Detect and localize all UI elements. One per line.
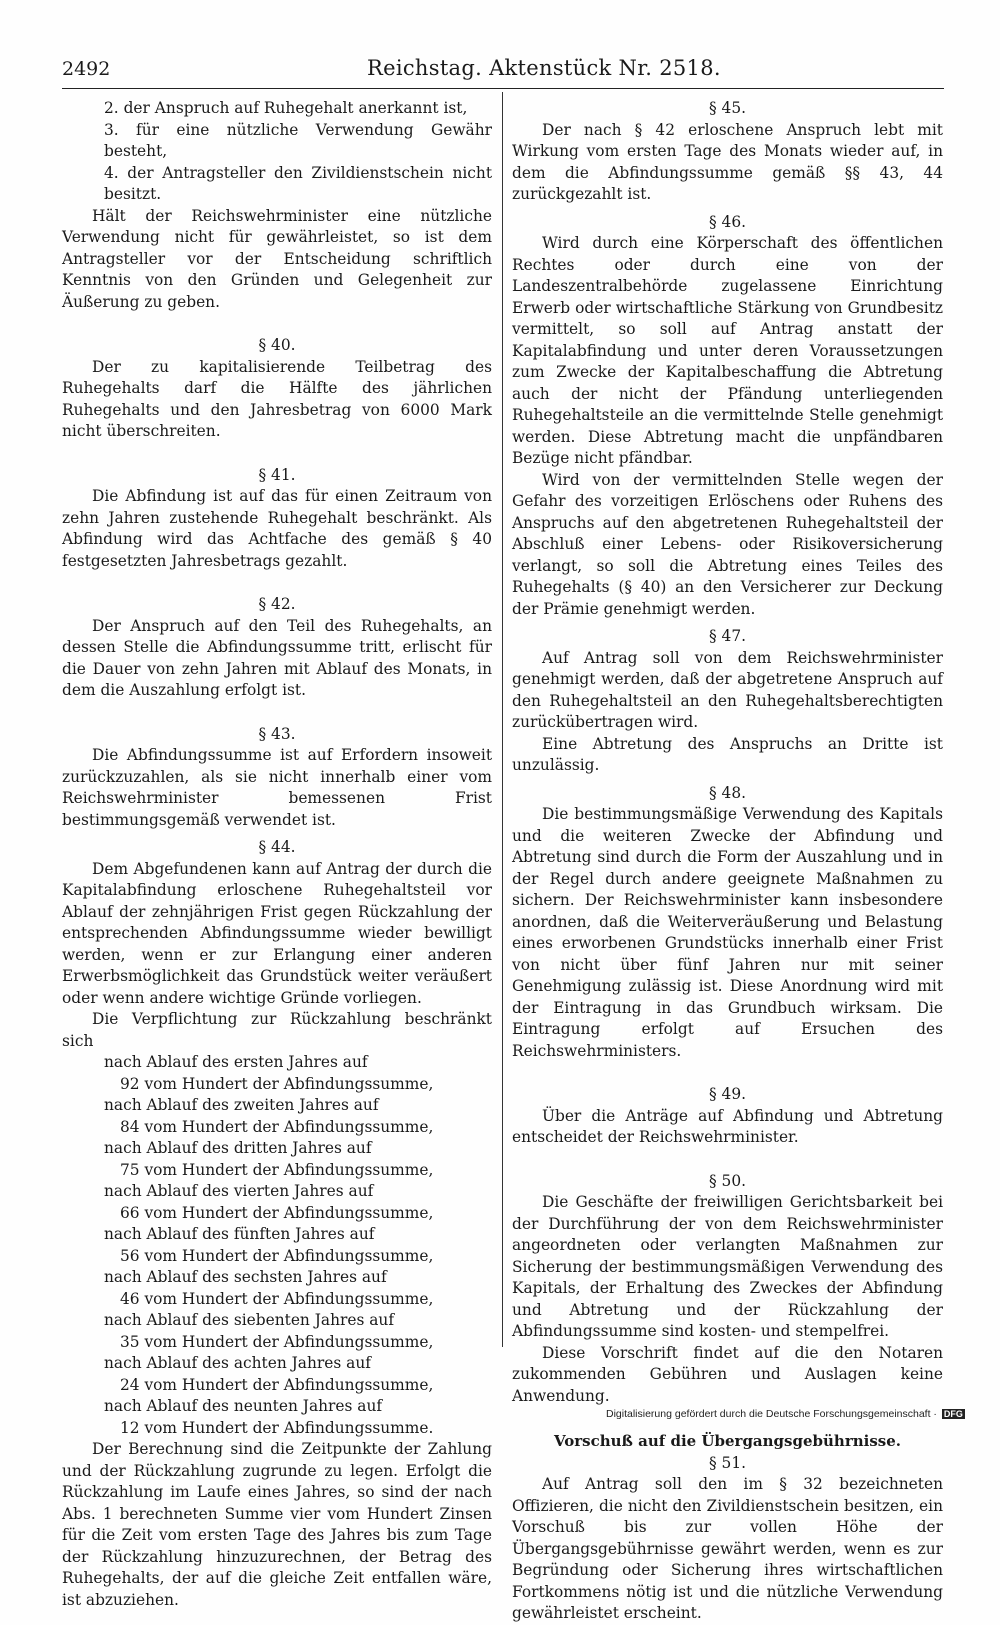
section-47-text: Auf Antrag soll von dem Reichswehrminister genehmigt werden, daß der abgetretene Anspruch auf den Ruhegehaltsteil an den Ruhegehaltsberechtigten zurückübertragen wird. xyxy=(512,648,943,731)
repayment-period: nach Ablauf des dritten Jahres auf xyxy=(104,1139,372,1157)
section-41-text: Die Abfindung ist auf das für einen Zeitraum von zehn Jahren zustehende Ruhegehalt beschränkt. Als Abfindung wird das Achtfache des gemäß § 40 festgesetzten Jahresbetrags gezahlt. xyxy=(62,487,492,570)
repayment-period: nach Ablauf des vierten Jahres auf xyxy=(104,1182,374,1200)
section-43-text: Die Abfindungssumme ist auf Erfordern insoweit zurückzuzahlen, als sie nicht innerhalb einer vom Reichswehrminister bemessenen Frist bestimmungsgemäß verwendet ist. xyxy=(62,746,492,829)
repayment-percent: 75 vom Hundert der Abfindungssumme, xyxy=(120,1160,434,1179)
section-50-text: Diese Vorschrift findet auf die den Notaren zukommenden Gebühren und Auslagen keine Anwendung. xyxy=(512,1343,943,1405)
repayment-percent: 56 vom Hundert der Abfindungssumme, xyxy=(120,1246,434,1265)
section-50-text: Die Geschäfte der freiwilligen Gerichtsbarkeit bei der Durchführung der von dem Reichswehrminister angeordneten oder verlangten Maßnahmen zur Sicherung der bestimmungsmäßigen Verwendung des Kapitals, der Erhaltung des Zweckes der Abfindung und Abtretung und der Rückzahlung der Abfindungssumme sind kosten- und stempelfrei. xyxy=(512,1193,943,1340)
section-44-text: Die Verpflichtung zur Rückzahlung beschränkt sich xyxy=(62,1010,492,1050)
page-header xyxy=(62,58,942,86)
repayment-percent: 46 vom Hundert der Abfindungssumme, xyxy=(120,1289,434,1308)
section-48-text: Die bestimmungsmäßige Verwendung des Kapitals und die weiteren Zwecke der Abfindung und Abtretung sind durch die Form der Auszahlung und in der Regel durch andere geeignete Maßnahmen zu sichern. Der Reichswehrminister kann insbesondere anordnen, daß die Weiterveräußerung und Belastung eines erworbenen Grundstücks innerhalb einer Frist von nicht über fünf Jahren nur mit seiner Genehmigung zulässig ist. Diese Anordnung wird mit der Eintragung in das Grundbuch wirksam. Die Eintragung erfolgt auf Ersuchen des Reichswehrministers. xyxy=(512,805,943,1060)
paragraph: Hält der Reichswehrminister eine nützliche Verwendung nicht für gewährleistet, so ist dem Antragsteller vor der Entscheidung schriftlich Kenntnis von den Gründen und Gelegenheit zur Äußerung zu geben. xyxy=(62,206,492,311)
section-heading-43: § 43. xyxy=(258,724,296,743)
section-heading-50: § 50. xyxy=(708,1171,747,1190)
repayment-percent: 66 vom Hundert der Abfindungssumme, xyxy=(120,1203,434,1222)
repayment-percent: 12 vom Hundert der Abfindungssumme. xyxy=(120,1418,434,1437)
list-item: 2. der Anspruch auf Ruhegehalt anerkannt ist, xyxy=(104,99,468,117)
section-46-text: Wird von der vermittelnden Stelle wegen der Gefahr des vorzeitigen Erlöschens oder Ruhens des Anspruchs auf den abgetretenen Ruhegehaltsteil der Abschluß einer Lebens- oder Risikoversicherung verlangt, so soll die Abtretung eines Teiles des Ruhegehalts (§ 40) an den Versicherer zur Deckung der Prämie genehmigt werden. xyxy=(512,470,943,618)
section-heading-40: § 40. xyxy=(258,336,296,354)
section-heading-51: § 51. xyxy=(708,1453,747,1472)
repayment-schedule xyxy=(62,1052,492,1439)
section-44-text: Der Berechnung sind die Zeitpunkte der Zahlung und der Rückzahlung zugrunde zu legen. Erfolgt die Rückzahlung im Laufe eines Jahres, so sind der nach Abs. 1 berechneten Summe vier vom Hundert Zinsen für die Zeit vom ersten Tage des Jahres bis zum Tage der Rückzahlung hinzuzurechnen, der Betrag des Ruhegehalts, der auf die gleiche Zeit entfallen wäre, ist abzuziehen. xyxy=(62,1440,492,1609)
section-51-text: Auf Antrag soll den im § 32 bezeichneten Offizieren, die nicht den Zivildienstschein besitzen, ein Vorschuß bis zur vollen Höhe der Übergangsgebührnisse gewährt werden, wenn es zur Begründung oder Sicherung ihres wirtschaftlichen Fortkommens nötig ist und die nützliche Verwendung gewährleistet erscheint. xyxy=(512,1475,943,1622)
column-divider xyxy=(502,92,503,1347)
repayment-percent: 24 vom Hundert der Abfindungssumme, xyxy=(120,1375,434,1394)
left-column xyxy=(62,98,492,1611)
page-title: Reichstag. Aktenstück Nr. 2518. xyxy=(367,56,721,80)
repayment-period: nach Ablauf des achten Jahres auf xyxy=(104,1354,371,1372)
right-column xyxy=(512,98,943,1625)
header-rule xyxy=(62,88,944,89)
repayment-period: nach Ablauf des sechsten Jahres auf xyxy=(104,1268,387,1286)
section-heading-46: § 46. xyxy=(708,212,747,231)
section-45-text: Der nach § 42 erloschene Anspruch lebt mit Wirkung vom ersten Tage des Monats wieder auf, in dem die Abfindungssumme gemäß §§ 43, 44 zurückgezahlt ist. xyxy=(512,120,943,203)
section-47-text: Eine Abtretung des Anspruchs an Dritte ist unzulässig. xyxy=(512,734,943,774)
footer-credit xyxy=(606,1408,965,1420)
section-40-text: Der zu kapitalisierende Teilbetrag des Ruhegehalts darf die Hälfte des jährlichen Ruhegehalts und den Jahresbetrag von 6000 Mark nicht überschreiten. xyxy=(62,357,492,440)
section-heading-47: § 47. xyxy=(708,627,747,645)
repayment-period: nach Ablauf des neunten Jahres auf xyxy=(104,1397,383,1415)
repayment-period: nach Ablauf des fünften Jahres auf xyxy=(104,1225,375,1243)
page-number: 2492 xyxy=(62,58,111,80)
section-heading-42: § 42. xyxy=(258,595,296,613)
section-heading-44: § 44. xyxy=(258,838,296,856)
section-heading-45: § 45. xyxy=(708,99,747,117)
subheading: Vorschuß auf die Übergangsgebührnisse. xyxy=(554,1432,901,1450)
repayment-percent: 92 vom Hundert der Abfindungssumme, xyxy=(120,1074,434,1093)
section-49-text: Über die Anträge auf Abfindung und Abtretung entscheidet der Reichswehrminister. xyxy=(512,1106,943,1146)
section-44-text: Dem Abgefundenen kann auf Antrag der durch die Kapitalabfindung erloschene Ruhegehaltsteil vor Ablauf der zehnjährigen Frist gegen Rückzahlung der entsprechenden Abfindungssumme wieder bewilligt werden, wenn er zur Erlangung einer anderen Erwerbsmöglichkeit das Grundstück weiter veräußert oder wenn andere wichtige Gründe vorliegen. xyxy=(62,859,492,1007)
dfg-logo: DFG xyxy=(943,1409,963,1419)
section-42-text: Der Anspruch auf den Teil des Ruhegehalts, an dessen Stelle die Abfindungssumme tritt, erlischt für die Dauer von zehn Jahren mit Ablauf des Monats, in dem die Auszahlung erfolgt ist. xyxy=(62,616,492,699)
repayment-period: nach Ablauf des siebenten Jahres auf xyxy=(104,1311,395,1329)
repayment-percent: 35 vom Hundert der Abfindungssumme, xyxy=(120,1332,434,1351)
footer-text: Digitalisierung gefördert durch die Deutsche Forschungsgemeinschaft · xyxy=(606,1408,937,1420)
list-item: 4. der Antragsteller den Zivildienstschein nicht besitzt. xyxy=(104,163,492,203)
repayment-percent: 84 vom Hundert der Abfindungssumme, xyxy=(120,1117,434,1136)
section-heading-48: § 48. xyxy=(708,783,747,802)
section-heading-41: § 41. xyxy=(258,465,296,484)
list-item: 3. für eine nützliche Verwendung Gewähr besteht, xyxy=(104,120,492,160)
section-46-text: Wird durch eine Körperschaft des öffentlichen Rechtes oder durch eine von der Landeszentralbehörde zugelassene Einrichtung Erwerb oder wirtschaftliche Stärkung von Grundbesitz vermittelt, so soll auf Antrag anstatt der Kapitalabfindung und unter deren Voraussetzungen zum Zwecke der Kapitalbeschaffung die Abtretung auch der nicht der Pfändung unterliegenden Ruhegehaltsteile an die vermittelnde Stelle genehmigt werden. Diese Abtretung macht die unpfändbaren Bezüge nicht pfändbar. xyxy=(512,234,943,467)
repayment-period: nach Ablauf des zweiten Jahres auf xyxy=(104,1096,379,1114)
repayment-period: nach Ablauf des ersten Jahres auf xyxy=(104,1053,368,1071)
section-heading-49: § 49. xyxy=(708,1085,747,1103)
